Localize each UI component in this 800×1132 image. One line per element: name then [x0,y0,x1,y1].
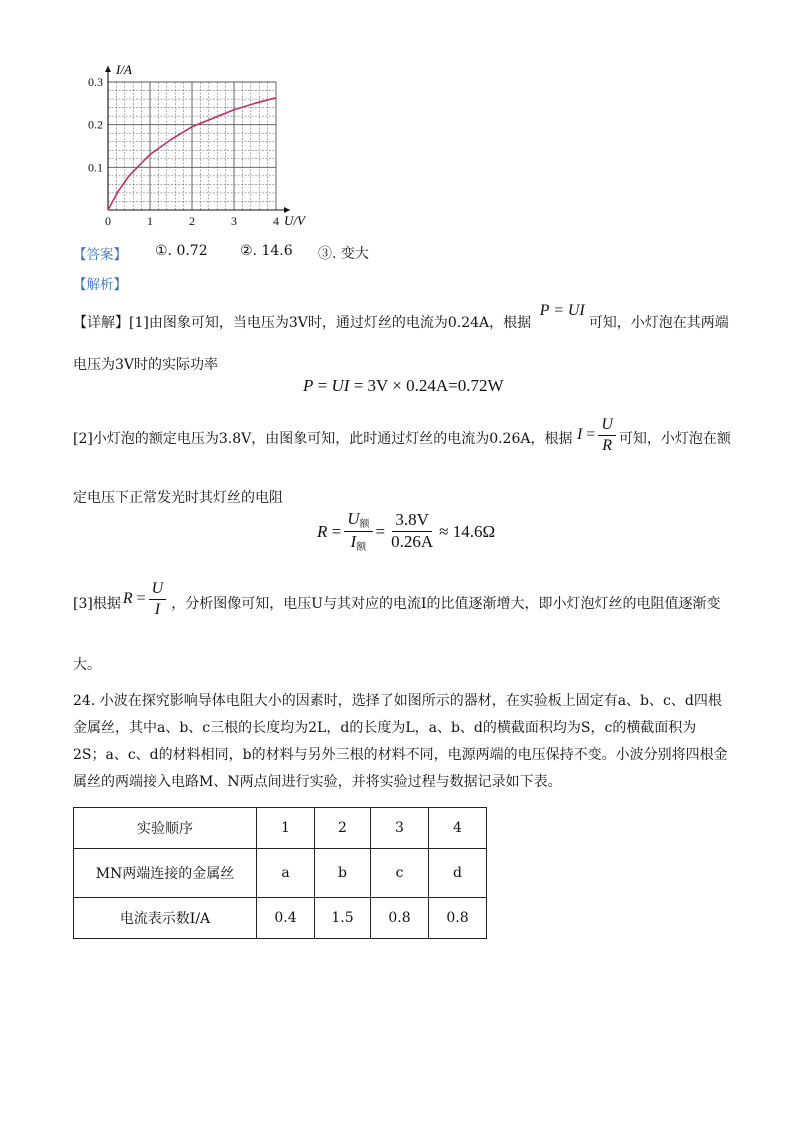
x-tick-label: 2 [189,214,195,228]
eq2-num-sub: 额 [359,519,370,530]
table-cell: 2 [315,808,371,849]
p2-text-end: 可知，小灯泡在额 [618,431,731,448]
table-cell: 0.4 [257,898,315,939]
power-equation: P = UI = 3V × 0.24A=0.72W [303,376,504,395]
table-row [74,898,487,939]
table-row [74,808,487,849]
eq2-den: I [350,532,357,551]
table-cell: 1.5 [315,898,371,939]
eq2-lhs: R [317,521,328,541]
table-cell: d [429,849,487,898]
table-cell: 3 [371,808,429,849]
detail-paragraph-1-line2: 电压为3V时的实际功率 [73,357,219,373]
y-tick-label: 0.2 [88,117,103,132]
current-voltage-graph [80,55,340,235]
p3-formula-lhs: R [122,590,133,608]
table-cell: 实验顺序 [74,808,257,849]
p1-text-start: [1]由图象可知，当电压为3V时，通过灯丝的电流为0.24A，根据 [129,315,532,331]
y-axis-arrow-icon [105,66,111,72]
table-cell: 电流表示数I/A [74,898,257,939]
table-cell: 4 [429,808,487,849]
p3-inline-formula: R = $\frac{U}{I}$ [123,580,169,618]
table-row [74,849,487,898]
eq2-num2: 3.8V [392,511,432,532]
p3-text-start: [3]根据 [73,596,121,613]
x-tick-label: 4 [273,214,279,228]
table-cell: b [315,849,371,898]
eq1-mid: UI [331,376,350,395]
p2-text-start: [2]小灯泡的额定电压为3.8V，由图象可知，此时通过灯丝的电流为0.26A，根据 [73,431,573,448]
question-line-3: 2S；a、c、d的材料相同，b的材料与另外三根的材料不同，电源两端的电压保持不变。小波分别将四根金 [73,747,728,763]
eq2-den-sub: 额 [356,542,367,553]
detail-paragraph-3-line2: 大。 [73,657,101,673]
eq1-rhs: 3V × 0.24A=0.72W [367,376,504,395]
x-tick-label: 0 [105,214,111,228]
table-cell: c [371,849,429,898]
table-cell: a [257,849,315,898]
p2-formula-lhs: I [576,426,583,444]
table-cell: 0.8 [429,898,487,939]
p1-text-end: 可知，小灯泡在其两端 [588,315,729,331]
resistance-equation: R = $\frac{U_额}{I_额}$ = $\frac{3.8V}{0.26A}$ ≈ 14.6Ω [317,509,496,553]
p3-text-end: ，分析图像可知，电压U与其对应的电流I的比值逐渐增大，即小灯泡灯丝的电阻值逐渐变 [171,596,721,613]
question-line-4: 属丝的两端接入电路M、N两点间进行实验，并将实验过程与数据记录如下表。 [73,774,562,790]
p3-formula-den: I [154,600,161,618]
p2-formula-num: U [598,416,616,436]
table-cell: 1 [257,808,315,849]
detail-paragraph-2 [73,416,731,458]
x-tick-label: 1 [147,214,153,228]
y-axis-label: I/A [116,62,132,77]
detail-paragraph-1 [73,302,729,332]
p2-formula-den: R [602,436,612,454]
p1-inline-formula: P = UI [539,302,585,319]
answer-item-2: ②. 14.6 [240,243,293,259]
graph-axes [105,66,290,213]
question-line-2: 金属丝，其中a、b、c三根的长度均为2L，d的长度为L，a、b、d的横截面积均为S，c的横截面积为 [73,720,697,736]
question-line-1: 24. 小波在探究影响导体电阻大小的因素时，选择了如图所示的器材，在实验板上固定有a、b、c、d四根 [73,693,722,709]
x-tick-label: 3 [231,214,237,228]
eq2-result: ≈ 14.6Ω [439,521,496,541]
experiment-data-table [73,807,487,939]
graph-grid [108,82,276,210]
y-tick-label: 0.3 [88,75,103,89]
y-tick-label: 0.1 [88,160,103,175]
answer-item-1: ①. 0.72 [155,243,208,259]
detail-paragraph-2-line2: 定电压下正常发光时其灯丝的电阻 [73,490,283,506]
table-cell: 0.8 [371,898,429,939]
eq2-den2: 0.26A [391,532,434,551]
x-axis-label: U/V [284,213,305,228]
answer-item-3: ③. 变大 [318,246,369,262]
answer-label: 【答案】 [73,247,127,263]
detail-label: 【详解】 [73,315,129,331]
detail-paragraph-3 [73,580,721,622]
eq1-lhs: P [303,376,314,395]
analysis-label: 【解析】 [73,277,127,293]
p3-formula-num: U [149,580,167,600]
p2-inline-formula: I = $\frac{U}{R}$ [577,416,619,454]
eq2-num: U [347,509,360,528]
table-cell: MN两端连接的金属丝 [74,849,257,898]
